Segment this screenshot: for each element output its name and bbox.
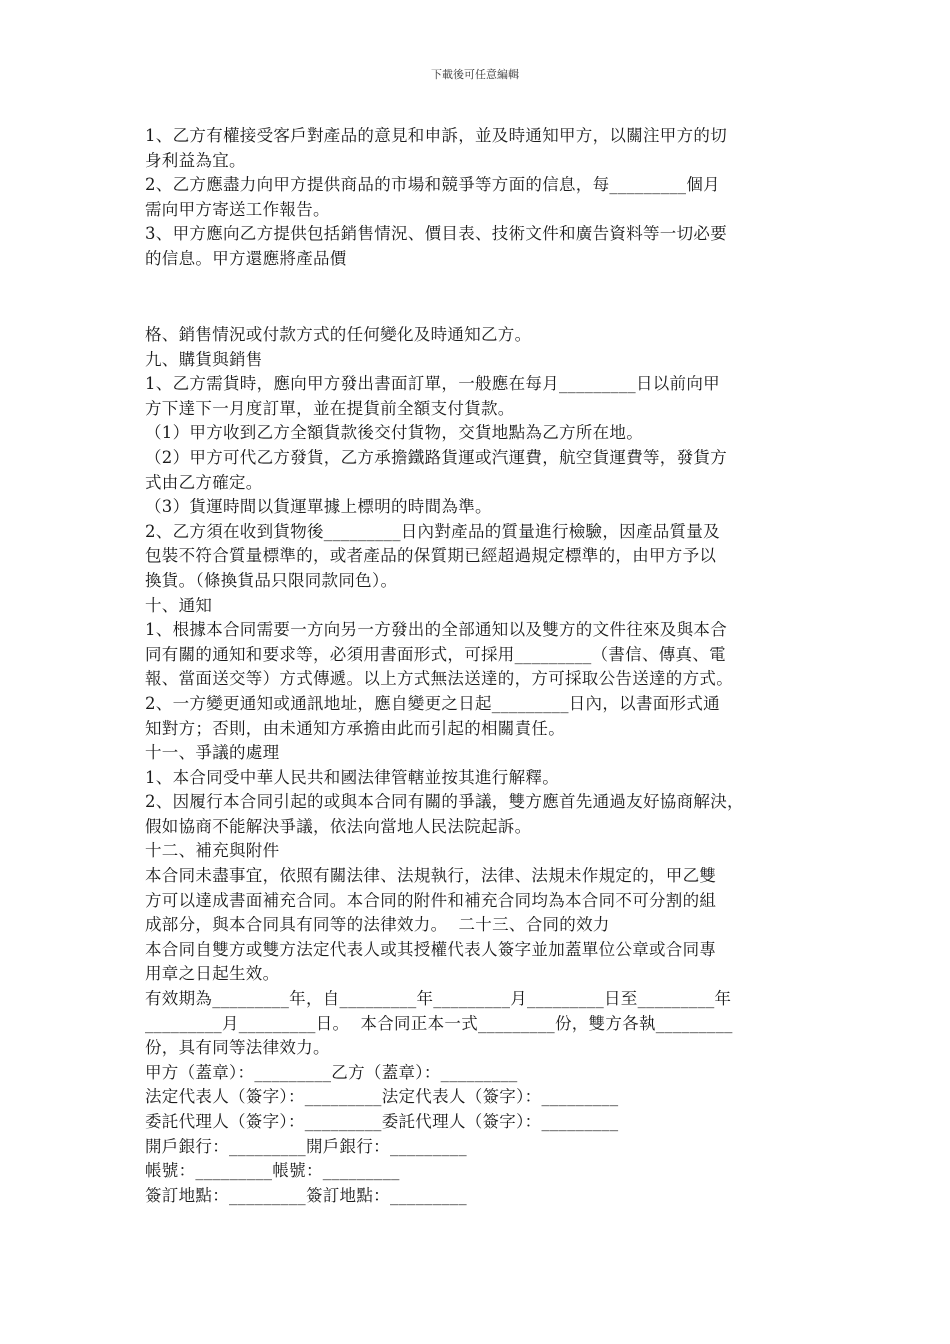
signature-line-place: 簽訂地點：_________簽訂地點：_________	[145, 1185, 467, 1205]
signature-line-agent: 委託代理人（簽字）：_________委託代理人（簽字）：_________	[145, 1112, 619, 1131]
text-line: 身利益為宜。	[145, 150, 246, 170]
text-line: 同有關的通知和要求等，必須用書面形式，可採用_________（書信、傳真、電	[145, 644, 726, 664]
text-line: _________月_________日。 本合同正本一式_________份，雙方各執_________	[145, 1013, 733, 1033]
signature-line-legal-rep: 法定代表人（簽字）：_________法定代表人（簽字）：_________	[145, 1087, 619, 1107]
signature-line-bank: 開戶銀行：_________開戶銀行：_________	[145, 1136, 467, 1156]
text-line: （2）甲方可代乙方發貨，乙方承擔鐵路貨運或汽運費，航空貨運費等，發貨方	[145, 447, 727, 467]
contract-text-block-main	[145, 323, 815, 1208]
text-line: 份，具有同等法律效力。	[145, 1038, 330, 1058]
text-line: 2、因履行本合同引起的或與本合同有關的爭議，雙方應首先通過友好協商解決，	[145, 792, 744, 812]
text-line: 1、乙方有權接受客戶對產品的意見和申訴，並及時通知甲方，以關注甲方的切	[145, 126, 727, 145]
text-line: 本合同自雙方或雙方法定代表人或其授權代表人簽字並加蓋單位公章或合同專	[145, 939, 717, 959]
text-line: 1、乙方需貨時，應向甲方發出書面訂單，一般應在每月_________日以前向甲	[145, 374, 720, 394]
text-line: 報、當面送交等）方式傳遞。以上方式無法送達的，方可採取公告送達的方式。	[145, 669, 733, 689]
text-line: 1、本合同受中華人民共和國法律管轄並按其進行解釋。	[145, 767, 559, 787]
text-line: 1、根據本合同需要一方向另一方發出的全部通知以及雙方的文件往來及與本合	[145, 620, 727, 640]
text-line: 方下達下一月度訂單，並在提貨前全額支付貨款。	[145, 398, 515, 418]
section-heading: 九、購貨與銷售	[145, 349, 263, 369]
text-line: （3）貨運時間以貨運單據上標明的時間為準。	[145, 497, 492, 517]
text-line: （1）甲方收到乙方全額貨款後交付貨物，交貨地點為乙方所在地。	[145, 423, 643, 443]
text-line: 2、乙方須在收到貨物後_________日內對產品的質量進行檢驗，因產品質量及	[145, 521, 720, 541]
text-line: 本合同未盡事宜，依照有關法律、法規執行，法律、法規未作規定的，甲乙雙	[145, 866, 717, 886]
section-heading: 十二、補充與附件	[145, 841, 280, 861]
text-line: 方可以達成書面補充合同。本合同的附件和補充合同均為本合同不可分割的組	[145, 890, 717, 910]
text-line: 用章之日起生效。	[145, 964, 280, 984]
text-line: 2、乙方應盡力向甲方提供商品的市場和競爭等方面的信息，每_________個月	[145, 175, 720, 195]
signature-line-seal: 甲方（蓋章）：_________乙方（蓋章）：_________	[145, 1062, 518, 1082]
text-line: 換貨。（條換貨品只限同款同色）。	[145, 570, 398, 590]
text-line: 成部分，與本合同具有同等的法律效力。 二十三、合同的效力	[145, 915, 610, 935]
text-line: 假如協商不能解決爭議，依法向當地人民法院起訴。	[145, 816, 532, 836]
section-heading: 十一、爭議的處理	[145, 743, 280, 763]
text-line: 3、甲方應向乙方提供包括銷售情況、價目表、技術文件和廣告資料等一切必要	[145, 224, 727, 244]
text-line: 有效期為_________年，自_________年_________月_________日至_________年	[145, 989, 732, 1009]
section-heading: 十、通知	[145, 595, 213, 615]
text-line: 的信息。甲方還應將產品價	[145, 248, 347, 268]
signature-line-account: 帳號：_________帳號：_________	[145, 1161, 400, 1181]
text-line: 包裝不符合質量標準的，或者產品的保質期已經超過規定標準的，由甲方予以	[145, 546, 717, 566]
text-line: 2、一方變更通知或通訊地址，應自變更之日起_________日內，以書面形式通	[145, 693, 720, 713]
page-header-note: 下載後可任意編輯	[431, 68, 519, 81]
text-line: 式由乙方確定。	[145, 472, 263, 492]
text-line: 知對方；否則，由未通知方承擔由此而引起的相關責任。	[145, 718, 565, 738]
text-line: 格、銷售情況或付款方式的任何變化及時通知乙方。	[145, 325, 532, 344]
contract-text-block-top	[145, 124, 815, 272]
text-line: 需向甲方寄送工作報告。	[145, 199, 330, 219]
